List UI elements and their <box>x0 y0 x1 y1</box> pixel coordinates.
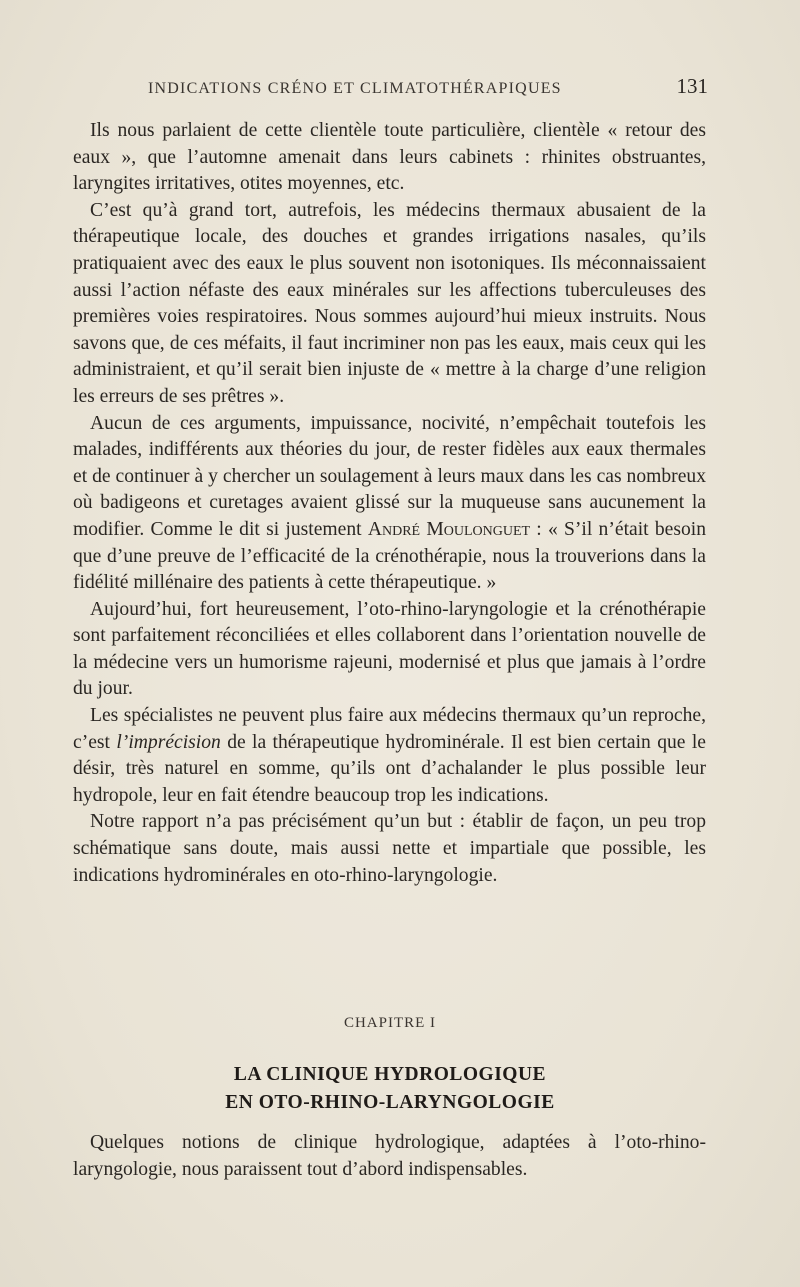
paragraph-6: Notre rapport n’a pas précisément qu’un but : établir de façon, un peu trop schématique sans doute, mais aussi nette et impartiale que possible, les indications hydrominérales en oto-rhino-laryngologie. <box>73 811 706 886</box>
author-name: André Moulonguet <box>367 518 531 540</box>
body-text <box>73 118 706 889</box>
chapter-title-line-2: EN OTO-RHINO-LARYNGOLOGIE <box>225 1092 555 1113</box>
chapter-title <box>0 1061 780 1117</box>
chapter-label: CHAPITRE I <box>343 1015 437 1031</box>
page-number: 131 <box>676 74 708 98</box>
running-title: INDICATIONS CRÉNO ET CLIMATOTHÉRAPIQUES <box>148 80 562 97</box>
paragraph-5 <box>73 703 706 809</box>
paragraph-3 <box>73 411 706 597</box>
chapter-title-line-1: LA CLINIQUE HYDROLOGIQUE <box>233 1064 547 1085</box>
paragraph-1: Ils nous parlaient de cette clientèle toute particulière, clientèle « retour des eaux », que l’automne amenait dans leurs cabinets : rhinites obstruantes, laryngites irritatives, otites moyennes, etc. <box>73 120 706 195</box>
paragraph-5-text: Les spécialistes ne peuvent plus faire aux médecins thermaux qu’un reproche, c’est <box>73 705 706 753</box>
paragraph-3-text: Aucun de ces arguments, impuissance, nocivité, n’empêchait toutefois les malades, indifférents aux théories du jour, de rester fidèles aux eaux thermales et de continuer à y chercher un soulagement à leurs maux dans les cas nombreux où badigeons et curetages avaient glissé sur la muqueuse sans aucunement la modifier. Comme le dit si justement <box>73 412 706 540</box>
paragraph-2: C’est qu’à grand tort, autrefois, les médecins thermaux abusaient de la thérapeutique locale, des douches et grandes irrigations nasales, qu’ils pratiquaient avec des eaux le plus souvent non isotoniques. Ils méconnaissaient aussi l’action néfaste des eaux minérales sur les affections tuberculeuses des premières voies respiratoires. Nous sommes aujourd’hui mieux instruits. Nous savons que, de ces méfaits, il faut incriminer non pas les eaux, mais ceux qui les administraient, et qu’il serait bien injuste de « mettre à la charge d’une religion les erreurs de ses prêtres ». <box>73 199 706 407</box>
paragraph-4: Aujourd’hui, fort heureusement, l’oto-rhino-laryngologie et la crénothérapie sont parfaitement réconciliées et elles collaborent dans l’orientation nouvelle de la médecine vers un humorisme rajeuni, modernisé et plus que jamais à l’ordre du jour. <box>73 598 706 700</box>
italic-term: l’imprécision <box>116 731 221 753</box>
author-quote: : « S’il n’était besoin que d’une preuve de l’efficacité de la crénothérapie, nous la trouverions dans la fidélité millénaire des patients à cette thérapeutique. » <box>73 518 706 594</box>
paragraph-5-rest: de la thérapeutique hydrominérale. Il est bien certain que le désir, très naturel en somme, qu’ils ont d’achalander le plus possible leur hydropole, leur en fait étendre beaucoup trop les indications. <box>73 731 706 806</box>
running-header <box>148 74 708 102</box>
chapter-intro: Quelques notions de clinique hydrologique, adaptées à l’oto-rhino-laryngologie, nous paraissent tout d’abord indispensables. <box>73 1132 706 1180</box>
